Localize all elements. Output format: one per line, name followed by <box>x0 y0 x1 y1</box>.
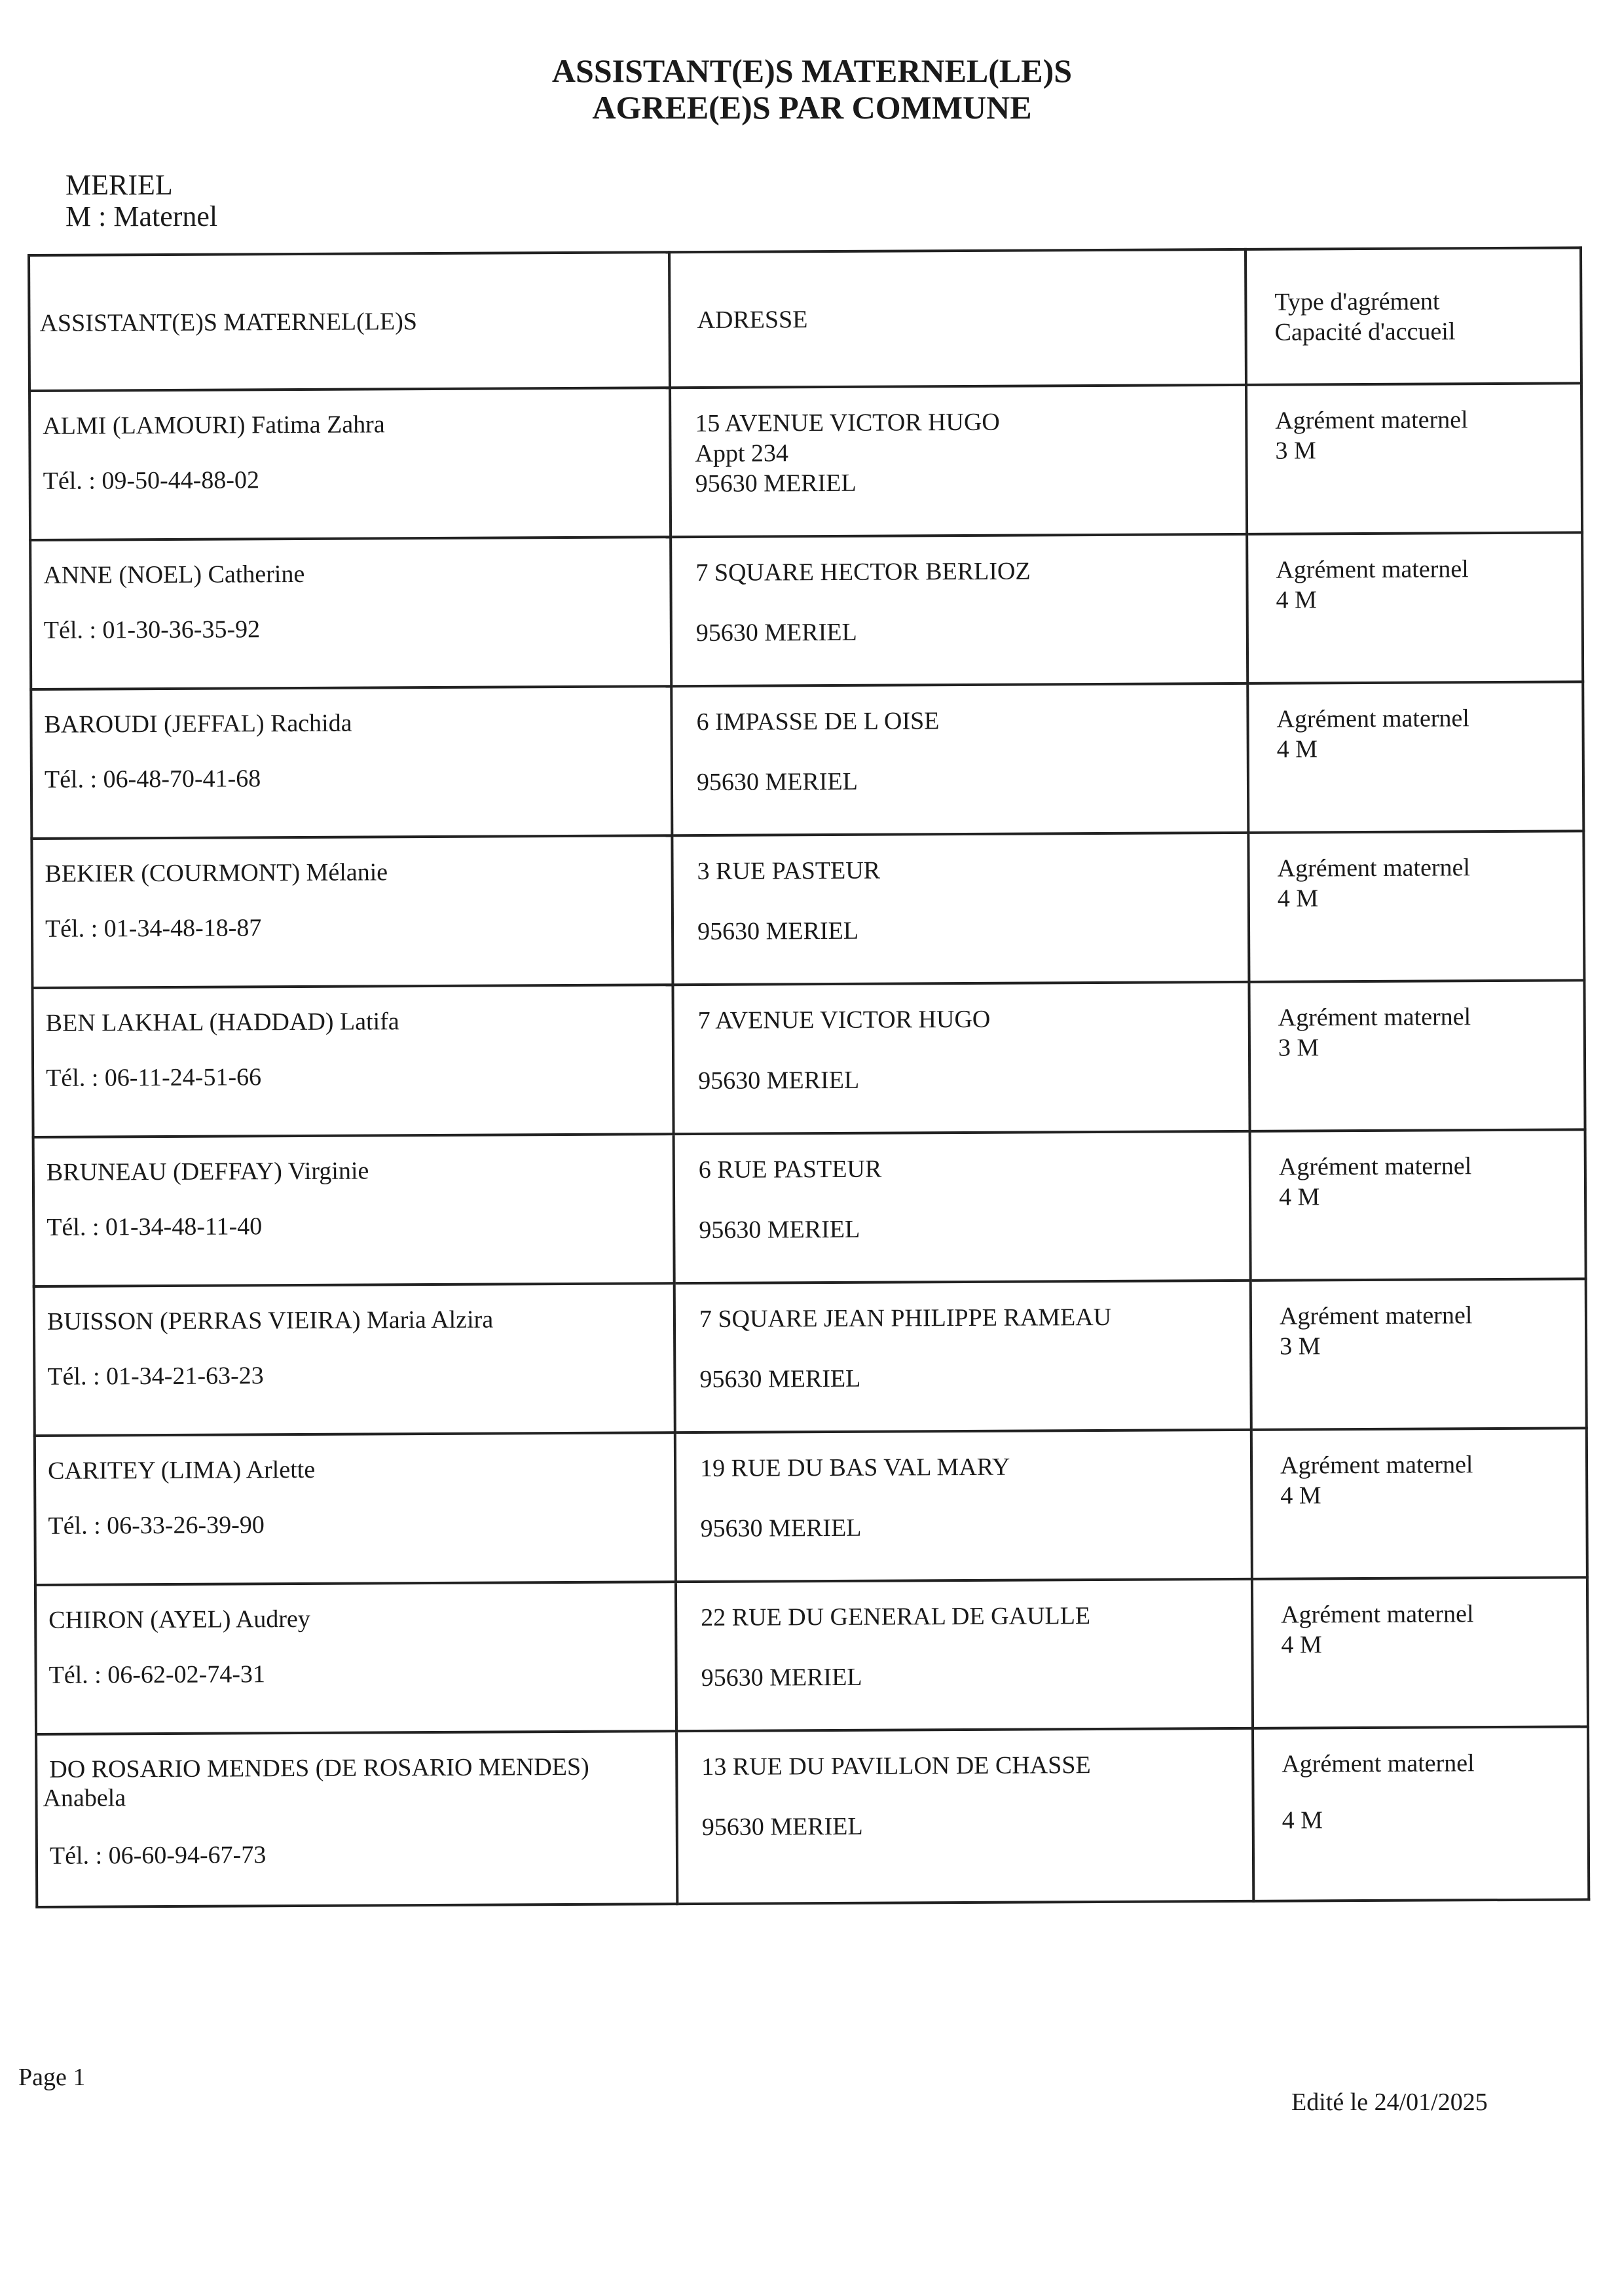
assistant-cell <box>29 388 671 540</box>
capacite-accueil: 4 M <box>1281 1631 1322 1659</box>
agrement-cell <box>1247 682 1583 832</box>
assistant-phone: Tél. : 06-33-26-39-90 <box>48 1511 265 1540</box>
title-line-2: AGREE(E)S PAR COMMUNE <box>592 89 1032 126</box>
assistant-name: ALMI (LAMOURI) Fatima Zahra <box>43 410 385 440</box>
capacite-accueil: 3 M <box>1275 437 1316 465</box>
agrement-type: Agrément maternel <box>1281 1600 1474 1629</box>
address-complement: Appt 234 <box>695 439 789 468</box>
address-cell <box>674 1131 1251 1283</box>
address-cell <box>676 1728 1253 1904</box>
address-city: 95630 MERIEL <box>701 1812 863 1841</box>
agrement-cell <box>1247 532 1583 683</box>
assistant-phone: Tél. : 01-34-21-63-23 <box>47 1362 264 1391</box>
assistant-phone: Tél. : 06-11-24-51-66 <box>46 1063 262 1092</box>
assistant-phone: Tél. : 06-48-70-41-68 <box>44 765 261 793</box>
address-street: 7 AVENUE VICTOR HUGO <box>697 1005 991 1035</box>
capacite-accueil: 4 M <box>1276 735 1318 763</box>
address-city: 95630 MERIEL <box>697 917 859 946</box>
capacite-accueil: 3 M <box>1280 1332 1321 1360</box>
header-type-line-1: Type d'agrément <box>1274 287 1440 316</box>
address-street: 19 RUE DU BAS VAL MARY <box>699 1453 1010 1483</box>
table-row <box>34 1279 1587 1436</box>
address-street: 3 RUE PASTEUR <box>697 856 881 886</box>
assistant-name: CHIRON (AYEL) Audrey <box>48 1605 310 1634</box>
assistant-phone: Tél. : 06-60-94-67-73 <box>49 1841 267 1870</box>
table-row <box>33 1129 1586 1286</box>
address-city: 95630 MERIEL <box>700 1514 862 1543</box>
assistant-cell <box>30 537 671 689</box>
assistant-phone: Tél. : 06-62-02-74-31 <box>48 1660 266 1689</box>
type-legend: M : Maternel <box>65 200 218 232</box>
address-cell <box>671 683 1248 835</box>
table-row <box>31 682 1583 839</box>
table-row <box>30 532 1583 689</box>
address-cell <box>672 833 1249 985</box>
assistant-name: BAROUDI (JEFFAL) Rachida <box>44 709 352 738</box>
address-cell <box>676 1579 1253 1731</box>
assistant-phone: Tél. : 01-34-48-11-40 <box>46 1212 263 1241</box>
agrement-cell <box>1252 1577 1588 1728</box>
capacite-accueil: 3 M <box>1278 1034 1320 1062</box>
assistant-phone: Tél. : 09-50-44-88-02 <box>43 466 260 495</box>
address-cell <box>670 385 1247 537</box>
assistants-table <box>28 246 1590 1908</box>
address-city: 95630 MERIEL <box>698 1066 860 1095</box>
capacite-accueil: 4 M <box>1276 586 1318 614</box>
assistant-cell <box>35 1432 676 1585</box>
page-number: Page 1 <box>18 2064 86 2091</box>
address-street: 7 SQUARE JEAN PHILIPPE RAMEAU <box>699 1303 1112 1334</box>
capacite-accueil: 4 M <box>1277 884 1319 913</box>
edition-date: Edité le 24/01/2025 <box>1291 2088 1488 2116</box>
table-row <box>29 383 1582 540</box>
agrement-type: Agrément maternel <box>1280 1451 1473 1480</box>
assistant-name: BEKIER (COURMONT) Mélanie <box>45 858 388 888</box>
agrement-cell <box>1251 1428 1587 1578</box>
address-city: 95630 MERIEL <box>695 618 857 647</box>
document-title <box>0 52 1624 126</box>
assistant-phone: Tél. : 01-34-48-18-87 <box>45 914 262 943</box>
assistant-name: CARITEY (LIMA) Arlette <box>47 1455 316 1485</box>
agrement-cell <box>1250 1129 1586 1280</box>
address-city: 95630 MERIEL <box>696 767 858 797</box>
assistant-name: DO ROSARIO MENDES (DE ROSARIO MENDES) <box>49 1753 589 1783</box>
address-cell <box>671 534 1247 686</box>
assistant-name-line-2: Anabela <box>43 1784 126 1812</box>
address-city: 95630 MERIEL <box>701 1663 862 1692</box>
assistant-cell <box>35 1582 676 1734</box>
table-row <box>35 1577 1588 1734</box>
address-cell <box>675 1430 1252 1582</box>
agrement-type: Agrément maternel <box>1278 1003 1471 1032</box>
agrement-type: Agrément maternel <box>1278 1152 1472 1181</box>
agrement-type: Agrément maternel <box>1275 406 1468 435</box>
table-row <box>36 1726 1589 1907</box>
address-street: 15 AVENUE VICTOR HUGO <box>695 408 1000 438</box>
header-type <box>1246 247 1581 384</box>
agrement-type: Agrément maternel <box>1282 1749 1475 1778</box>
agrement-cell <box>1253 1726 1589 1901</box>
header-adresse: ADRESSE <box>669 249 1246 388</box>
table-row <box>31 831 1584 988</box>
address-street: 7 SQUARE HECTOR BERLIOZ <box>695 557 1031 587</box>
assistant-name: BUISSON (PERRAS VIEIRA) Maria Alzira <box>46 1305 494 1336</box>
address-city: 95630 MERIEL <box>695 469 857 498</box>
address-city: 95630 MERIEL <box>699 1215 860 1245</box>
agrement-cell <box>1248 831 1584 981</box>
assistant-cell <box>31 686 672 839</box>
capacite-accueil: 4 M <box>1282 1806 1323 1834</box>
address-city: 95630 MERIEL <box>699 1364 861 1394</box>
capacite-accueil: 4 M <box>1280 1482 1321 1510</box>
assistant-phone: Tél. : 01-30-36-35-92 <box>43 615 261 644</box>
agrement-cell <box>1246 383 1582 534</box>
address-street: 13 RUE DU PAVILLON DE CHASSE <box>701 1751 1091 1781</box>
agrement-type: Agrément maternel <box>1279 1302 1473 1330</box>
assistant-name: BRUNEAU (DEFFAY) Virginie <box>46 1157 369 1186</box>
address-street: 22 RUE DU GENERAL DE GAULLE <box>701 1602 1091 1631</box>
assistant-cell <box>31 835 673 988</box>
address-cell <box>673 982 1249 1134</box>
assistant-name: BEN LAKHAL (HADDAD) Latifa <box>45 1008 399 1037</box>
capacite-accueil: 4 M <box>1278 1183 1320 1211</box>
assistant-name: ANNE (NOEL) Catherine <box>43 560 305 589</box>
title-line-1: ASSISTANT(E)S MATERNEL(LE)S <box>551 52 1073 89</box>
table-header-row <box>29 247 1581 391</box>
address-street: 6 IMPASSE DE L OISE <box>696 707 940 737</box>
assistant-cell <box>33 1134 674 1286</box>
assistant-cell <box>34 1283 675 1436</box>
agrement-type: Agrément maternel <box>1276 555 1469 584</box>
commune-name: MERIEL <box>65 169 173 201</box>
assistant-cell <box>32 985 673 1137</box>
agrement-type: Agrément maternel <box>1276 704 1469 733</box>
address-street: 6 RUE PASTEUR <box>698 1155 882 1184</box>
agrement-type: Agrément maternel <box>1277 854 1471 883</box>
agrement-cell <box>1251 1279 1587 1429</box>
table-row <box>35 1428 1587 1585</box>
address-cell <box>674 1281 1251 1432</box>
header-assistant: ASSISTANT(E)S MATERNEL(LE)S <box>29 252 670 391</box>
assistant-cell <box>36 1731 677 1907</box>
table-row <box>32 980 1585 1137</box>
agrement-cell <box>1249 980 1585 1131</box>
header-type-line-2: Capacité d'accueil <box>1274 317 1456 346</box>
